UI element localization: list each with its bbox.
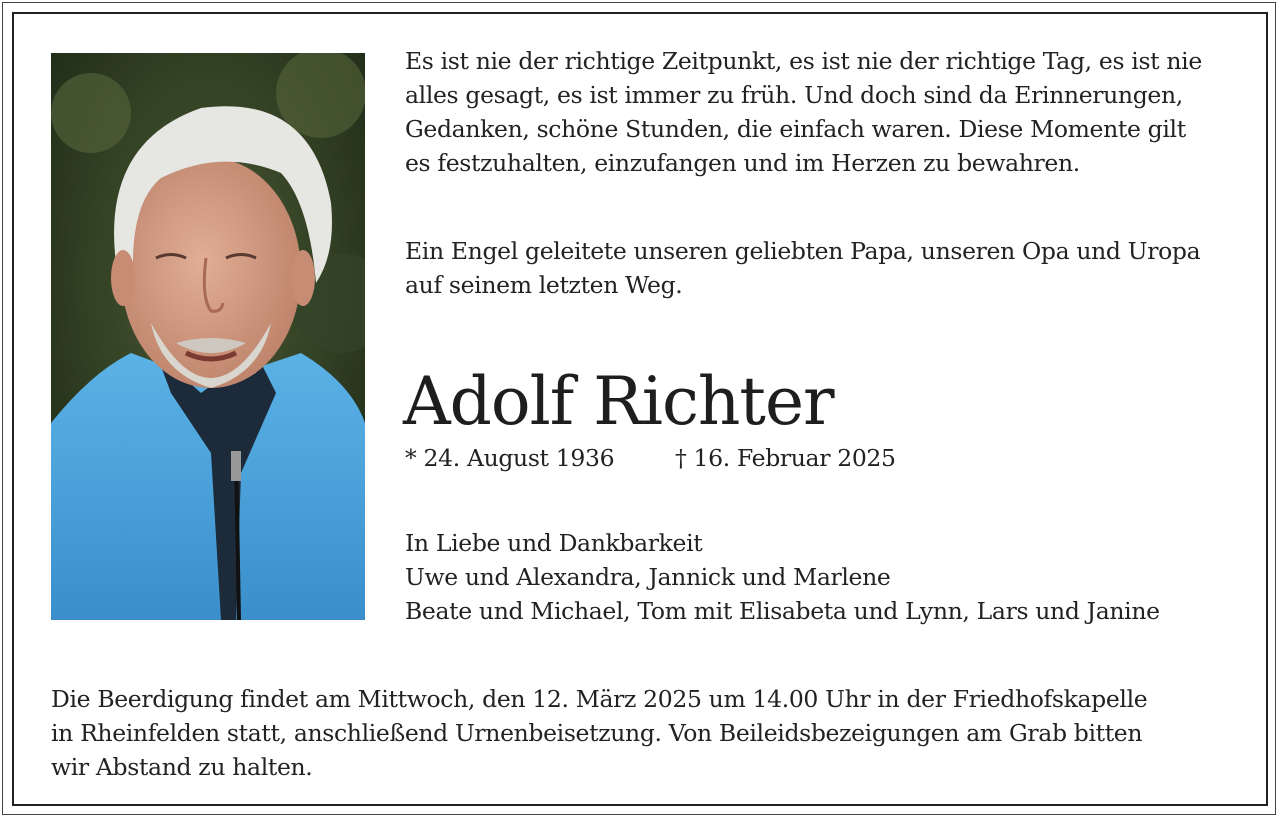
portrait-photo <box>51 53 365 620</box>
life-dates <box>405 441 896 475</box>
funeral-info <box>51 682 1147 784</box>
family-signature <box>405 526 1160 628</box>
quote-line: alles gesagt, es ist immer zu früh. Und doch sind da Erinnerungen, <box>405 81 1183 109</box>
quote-line: Gedanken, schöne Stunden, die einfach waren. Diese Momente gilt <box>405 115 1186 143</box>
funeral-line: Die Beerdigung findet am Mittwoch, den 12. März 2025 um 14.00 Uhr in der Friedhofskapelle <box>51 685 1148 713</box>
family-line: Beate und Michael, Tom mit Elisabeta und Lynn, Lars und Janine <box>405 597 1160 625</box>
funeral-line: in Rheinfelden statt, anschließend Urnenbeisetzung. Von Beileidsbezeigungen am Grab bitten <box>51 719 1143 747</box>
family-line: Uwe und Alexandra, Jannick und Marlene <box>405 563 891 591</box>
quote-line: es festzuhalten, einzufangen und im Herzen zu bewahren. <box>405 149 1080 177</box>
funeral-line: wir Abstand zu halten. <box>51 753 313 781</box>
intro-line: Ein Engel geleitete unseren geliebten Papa, unseren Opa und Uropa <box>405 237 1201 265</box>
family-line: In Liebe und Dankbarkeit <box>405 529 703 557</box>
birth-date: * 24. August 1936 <box>405 444 615 472</box>
death-date: † 16. Februar 2025 <box>675 444 896 472</box>
intro-text <box>405 234 1200 302</box>
quote-line: Es ist nie der richtige Zeitpunkt, es ist nie der richtige Tag, es ist nie <box>405 47 1202 75</box>
quote-text <box>405 44 1202 180</box>
deceased-name: Adolf Richter <box>403 363 834 440</box>
intro-line: auf seinem letzten Weg. <box>405 271 683 299</box>
